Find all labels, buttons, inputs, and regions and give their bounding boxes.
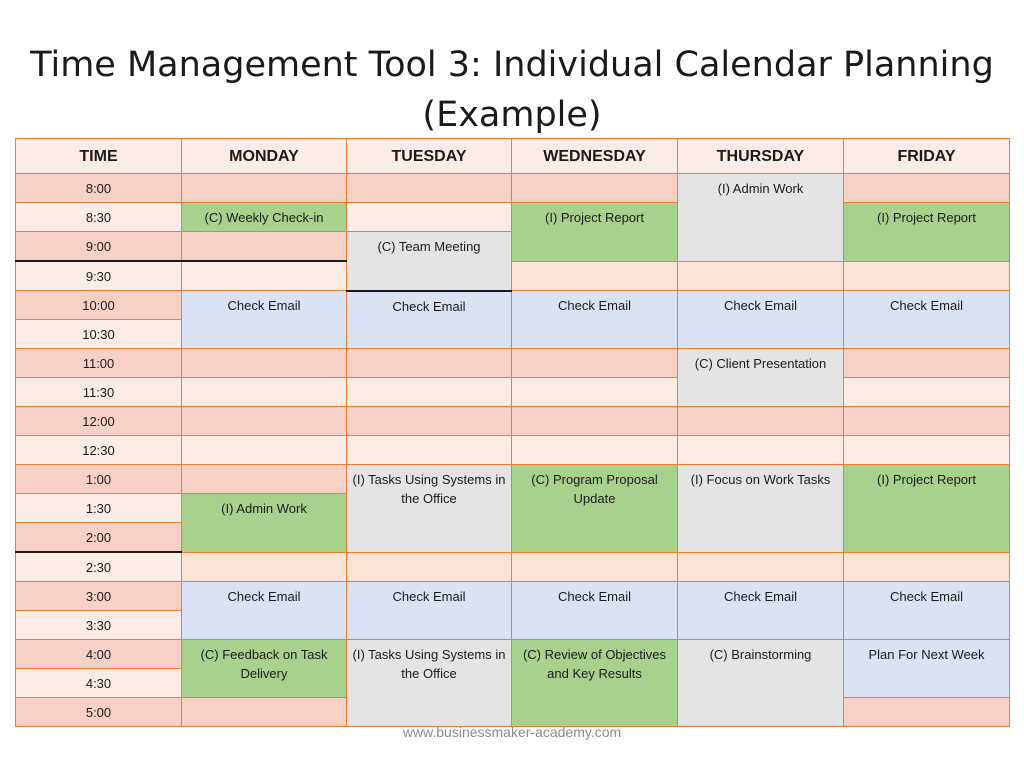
title-line-1: Time Management Tool 3: Individual Calendar Planning xyxy=(30,45,994,85)
event-label: Check Email xyxy=(558,589,631,604)
event-cell[interactable] xyxy=(347,291,512,349)
time-cell xyxy=(16,552,182,582)
time-label: 3:30 xyxy=(85,618,112,633)
time-row xyxy=(16,552,1010,582)
time-label: 1:30 xyxy=(85,501,112,516)
empty-slot[interactable] xyxy=(678,407,844,436)
time-label: 10:30 xyxy=(82,327,115,342)
time-row xyxy=(16,582,1010,611)
event-cell[interactable] xyxy=(347,582,512,640)
time-label: 3:00 xyxy=(85,589,112,604)
event-cell[interactable] xyxy=(844,203,1010,262)
event-cell[interactable] xyxy=(678,291,844,349)
time-label: 2:30 xyxy=(85,560,112,575)
time-label: 4:00 xyxy=(85,647,112,662)
event-label: (C) Review of Objectives and Key Results xyxy=(522,647,667,681)
event-cell[interactable] xyxy=(844,640,1010,698)
time-cell xyxy=(16,465,182,494)
event-cell[interactable] xyxy=(182,640,347,698)
event-label: (I) Project Report xyxy=(877,472,976,487)
event-cell[interactable] xyxy=(678,174,844,262)
header-time: TIME xyxy=(16,139,182,174)
time-cell xyxy=(16,291,182,320)
event-cell[interactable] xyxy=(844,582,1010,640)
event-cell[interactable] xyxy=(182,494,347,553)
empty-slot[interactable] xyxy=(678,552,844,582)
event-label: Check Email xyxy=(724,589,797,604)
event-label: Check Email xyxy=(890,589,963,604)
event-label: Check Email xyxy=(558,298,631,313)
event-cell[interactable] xyxy=(512,582,678,640)
watermark: www.businessmaker-academy.com xyxy=(402,724,622,740)
event-label: Check Email xyxy=(724,298,797,313)
time-cell xyxy=(16,698,182,727)
time-row xyxy=(16,261,1010,291)
time-row xyxy=(16,349,1010,378)
time-cell xyxy=(16,349,182,378)
event-cell[interactable] xyxy=(678,465,844,553)
empty-slot[interactable] xyxy=(844,261,1010,291)
event-cell[interactable] xyxy=(182,291,347,349)
event-cell[interactable] xyxy=(347,232,512,291)
empty-slot[interactable] xyxy=(347,407,512,436)
time-cell xyxy=(16,494,182,523)
event-cell[interactable] xyxy=(844,465,1010,553)
empty-slot[interactable] xyxy=(512,552,678,582)
time-cell xyxy=(16,523,182,553)
header-monday: MONDAY xyxy=(182,139,347,174)
event-label: Check Email xyxy=(890,298,963,313)
event-cell[interactable] xyxy=(347,465,512,553)
page-title xyxy=(0,40,1024,140)
empty-slot[interactable] xyxy=(512,261,678,291)
time-row xyxy=(16,203,1010,232)
empty-slot[interactable] xyxy=(678,261,844,291)
time-row xyxy=(16,174,1010,203)
time-row xyxy=(16,407,1010,436)
event-cell[interactable] xyxy=(182,582,347,640)
event-label: (I) Tasks Using Systems in the Office xyxy=(352,472,506,506)
event-cell[interactable] xyxy=(182,203,347,232)
empty-slot[interactable] xyxy=(182,261,347,291)
empty-slot[interactable] xyxy=(512,378,678,407)
time-label: 8:00 xyxy=(85,181,112,196)
event-cell[interactable] xyxy=(512,203,678,262)
time-label: 5:00 xyxy=(85,705,112,720)
header-friday: FRIDAY xyxy=(844,139,1010,174)
empty-slot[interactable] xyxy=(347,552,512,582)
event-label: Check Email xyxy=(392,298,466,314)
header-thursday: THURSDAY xyxy=(678,139,844,174)
time-label: 11:00 xyxy=(82,356,115,371)
time-label: 9:00 xyxy=(85,239,112,254)
time-row xyxy=(16,378,1010,407)
event-cell[interactable] xyxy=(512,640,678,727)
empty-slot[interactable] xyxy=(182,174,347,203)
empty-slot[interactable] xyxy=(512,174,678,203)
time-cell xyxy=(16,640,182,669)
event-cell[interactable] xyxy=(512,291,678,349)
time-label: 10:00 xyxy=(82,298,115,313)
event-cell[interactable] xyxy=(678,349,844,407)
empty-slot[interactable] xyxy=(347,378,512,407)
time-cell xyxy=(16,232,182,262)
empty-slot[interactable] xyxy=(844,349,1010,378)
time-row xyxy=(16,291,1010,320)
event-label: Plan For Next Week xyxy=(868,647,985,662)
time-cell xyxy=(16,378,182,407)
time-label: 1:00 xyxy=(85,472,112,487)
event-label: (C) Client Presentation xyxy=(694,356,827,371)
time-cell xyxy=(16,611,182,640)
time-label: 8:30 xyxy=(85,210,112,225)
empty-slot[interactable] xyxy=(182,436,347,465)
time-label: 12:00 xyxy=(82,414,115,429)
empty-slot[interactable] xyxy=(844,698,1010,727)
empty-slot[interactable] xyxy=(347,174,512,203)
event-label: (I) Admin Work xyxy=(717,181,804,196)
empty-slot[interactable] xyxy=(182,349,347,378)
time-cell xyxy=(16,669,182,698)
empty-slot[interactable] xyxy=(182,465,347,494)
empty-slot[interactable] xyxy=(347,349,512,378)
empty-slot[interactable] xyxy=(347,436,512,465)
event-label: (C) Program Proposal Update xyxy=(531,472,658,506)
time-cell xyxy=(16,174,182,203)
empty-slot[interactable] xyxy=(182,698,347,727)
time-cell xyxy=(16,436,182,465)
event-label: Check Email xyxy=(392,589,466,604)
empty-slot[interactable] xyxy=(512,349,678,378)
event-cell[interactable] xyxy=(678,582,844,640)
empty-slot[interactable] xyxy=(844,436,1010,465)
time-label: 2:00 xyxy=(85,530,112,545)
time-label: 4:30 xyxy=(85,676,112,691)
empty-slot[interactable] xyxy=(182,552,347,582)
time-cell xyxy=(16,407,182,436)
empty-slot[interactable] xyxy=(182,232,347,262)
event-label: (I) Tasks Using Systems in the Office xyxy=(352,647,506,681)
time-row xyxy=(16,436,1010,465)
event-cell[interactable] xyxy=(678,640,844,727)
time-row xyxy=(16,465,1010,494)
event-label: (I) Admin Work xyxy=(221,501,307,516)
empty-slot[interactable] xyxy=(844,407,1010,436)
empty-slot[interactable] xyxy=(182,378,347,407)
event-label: (C) Weekly Check-in xyxy=(204,210,324,225)
title-line-2: (Example) xyxy=(422,95,602,135)
event-label: (C) Team Meeting xyxy=(377,239,481,254)
empty-slot[interactable] xyxy=(512,407,678,436)
empty-slot[interactable] xyxy=(678,436,844,465)
event-cell[interactable] xyxy=(844,291,1010,349)
time-cell xyxy=(16,203,182,232)
event-label: (I) Focus on Work Tasks xyxy=(690,472,831,487)
event-label: (C) Brainstorming xyxy=(709,647,812,662)
time-label: 12:30 xyxy=(82,443,115,458)
event-label: (I) Project Report xyxy=(877,210,976,225)
time-label: 11:30 xyxy=(82,385,115,400)
calendar-table xyxy=(15,138,1010,727)
empty-slot[interactable] xyxy=(347,203,512,232)
event-cell[interactable] xyxy=(347,640,512,727)
event-cell[interactable] xyxy=(512,465,678,553)
event-label: (C) Feedback on Task Delivery xyxy=(200,647,328,681)
header-tuesday: TUESDAY xyxy=(347,139,512,174)
event-label: (I) Project Report xyxy=(545,210,644,225)
time-label: 9:30 xyxy=(85,269,112,284)
time-cell xyxy=(16,582,182,611)
empty-slot[interactable] xyxy=(182,407,347,436)
time-row xyxy=(16,640,1010,669)
empty-slot[interactable] xyxy=(844,174,1010,203)
event-label: Check Email xyxy=(227,298,301,313)
header-wednesday: WEDNESDAY xyxy=(512,139,678,174)
empty-slot[interactable] xyxy=(844,552,1010,582)
header-row xyxy=(16,139,1010,174)
time-cell xyxy=(16,261,182,291)
empty-slot[interactable] xyxy=(844,378,1010,407)
time-cell xyxy=(16,320,182,349)
event-label: Check Email xyxy=(227,589,301,604)
empty-slot[interactable] xyxy=(512,436,678,465)
